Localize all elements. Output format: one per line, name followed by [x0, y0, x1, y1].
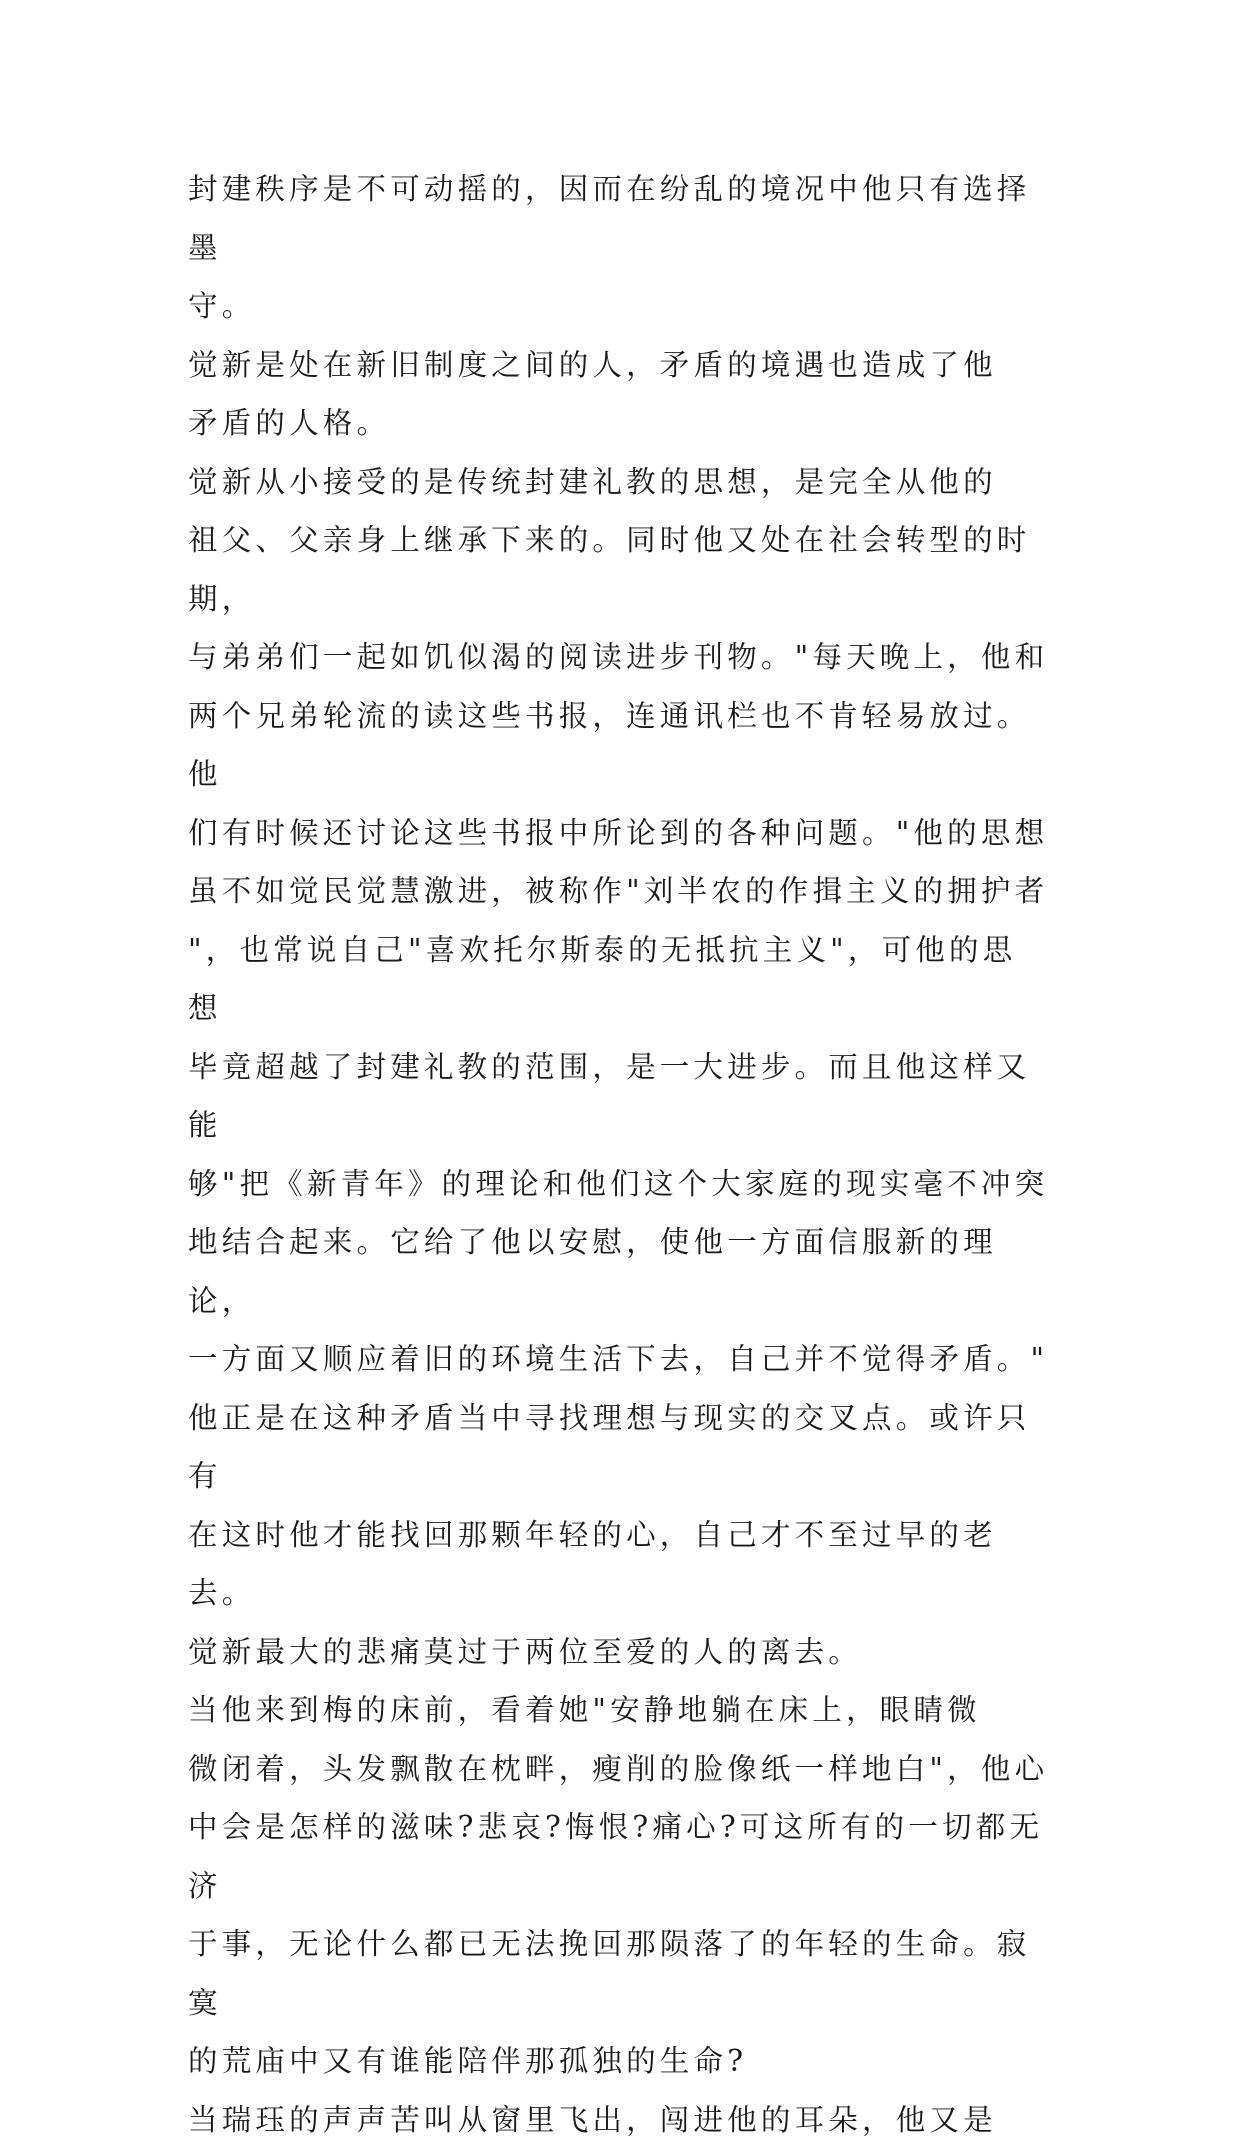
- paragraph-5: 当他来到梅的床前，看着她"安静地躺在床上，眼睛微 微闭着，头发飘散在枕畔，瘦削的脸像纸一样地白"，他心 中会是怎样的滋味?悲哀?悔恨?痛心?可这所有的一切都无济 于事，无论什么都已无法挽回那陨落了的年轻的生命。寂寞 的荒庙中又有谁能陪伴那孤独的生命?: [188, 1681, 1050, 2091]
- paragraph-6: 当瑞珏的声声苦叫从窗里飞出，闯进他的耳朵，他又是: [188, 2091, 1050, 2149]
- body-text: [188, 160, 1050, 2149]
- paragraph-2: 觉新是处在新旧制度之间的人，矛盾的境遇也造成了他 矛盾的人格。: [188, 336, 1050, 453]
- paragraph-3: 觉新从小接受的是传统封建礼教的思想，是完全从他的 祖父、父亲身上继承下来的。同时他又处在社会转型的时期， 与弟弟们一起如饥似渴的阅读进步刊物。"每天晚上，他和 两个兄弟轮流的读这些书报，连通讯栏也不肯轻易放过。他 们有时候还讨论这些书报中所论到的各种问题。"他的思想 虽不如觉民觉慧激进，被称作"刘半农的作揖主义的拥护者 "，也常说自己"喜欢托尔斯泰的无抵抗主义"，可他的思想 毕竟超越了封建礼教的范围，是一大进步。而且他这样又能 够"把《新青年》的理论和他们这个大家庭的现实毫不冲突 地结合起来。它给了他以安慰，使他一方面信服新的理论， 一方面又顺应着旧的环境生活下去，自己并不觉得矛盾。" 他正是在这种矛盾当中寻找理想与现实的交叉点。或许只有 在这时他才能找回那颗年轻的心，自己才不至过早的老去。: [188, 453, 1050, 1623]
- paragraph-4: 觉新最大的悲痛莫过于两位至爱的人的离去。: [188, 1623, 1050, 1682]
- paragraph-1: 封建秩序是不可动摇的，因而在纷乱的境况中他只有选择墨 守。: [188, 160, 1050, 336]
